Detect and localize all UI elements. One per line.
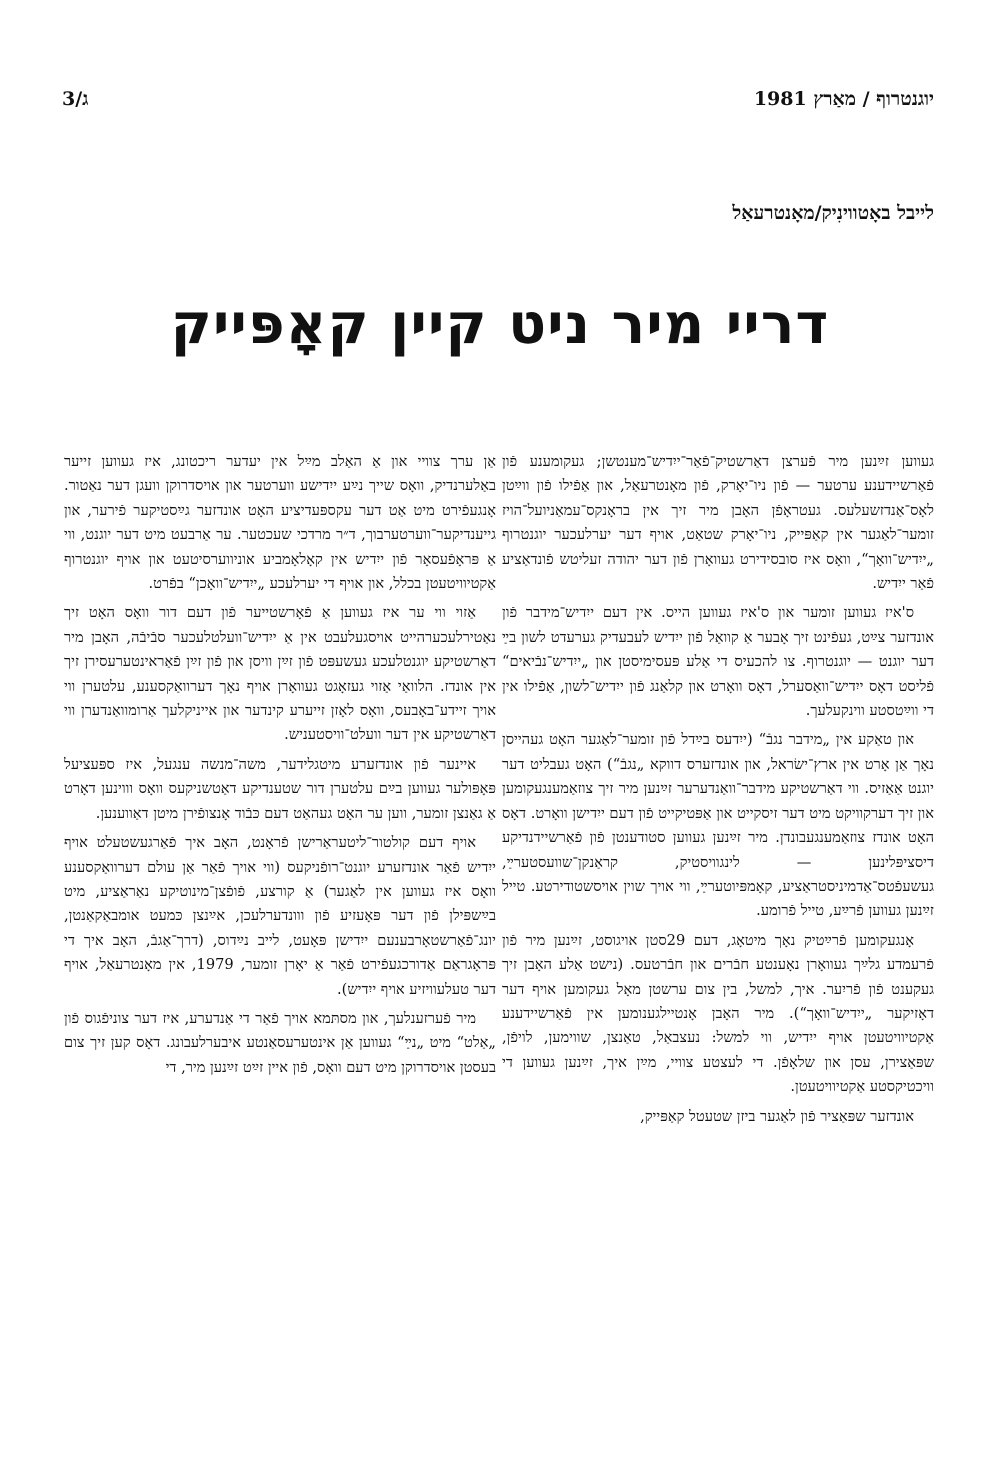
paragraph: אַזוי ווי ער איז געווען אַ פֿאָרשטייער פֿון דעם דור וואָס האָט זיך נאַטירלעכערהייט אויסגעלעבט אין אַ ייִדיש־וועלטלעכער סבֿיבֿה, האָבן מיר דאַרשטיקע יוגנטלעכע געשעפּט פֿון זײַן וויסן און פֿון זײַן פֿאַראינטערעסירן זיך אין אונדז. הלוואַי אַזוי געזאָגט געוואָרן אויף נאָך דערוואַקסענע, עלטערן ווי אויך זיידע־באָבעס, וואָס לאָזן זייערע קינדער און אייניקלעך אַרומוואַנדערן ווי דאַרשטיקע אין דער וועלט־וויסטעניש. — [64, 604, 496, 744]
paragraph: געווען זײַנען מיר פֿערצן דאַרשטיק־פֿאַר־ייִדיש־מענטשן; געקומענע פֿון פֿאַרשיידענע ערטער — פֿון ניו־יאָרק, פֿון מאָנטרעאַל, און אַפֿילו פֿון ווײַטן לאָס־אַנדזשעלעס. געטראָפֿן האָבן מיר זיך אין בראָנקס־עמאַניועל־הויז זומער־לאַגער אין קאַפּייק, ניו־יאָרק שטאַט, אויף דער יערלעכער יוגנטרוף „ייִדיש־וואָך“, וואָס איז סובסידירט געוואָרן פֿון דער יהודה זעליטש פֿונדאַציע פֿאַר ייִדיש. — [502, 453, 934, 593]
column-right — [502, 450, 934, 1134]
paragraph: אָנגעקומען פֿרײַטיק נאָך מיטאָג, דעם 29סטן אויגוסט, זײַנען מיר פֿון פֿרעמדע גלײַך געוואָרן נאָענטע חבֿרים און חבֿרטעס. (נישט אַלע האָבן זיך געקענט פֿון פֿריִער. איך, למשל, בין צום ערשטן מאָל געקומען אויף דער דאָזיקער „ייִדיש־וואָך“). מיר האָבן אָנטיילגענומען אין פֿאַרשיידענע אַקטיוויטעטן אויף ייִדיש, ווי למשל: נעצבאַל, טאַנצן, שווימען, לויפֿן, שפּאַצירן, עסן און שלאָפֿן. די לעצטע צוויי, מײַן איך, זײַנען געווען די וויכטיקסטע אַקטיוויטעטן. — [502, 931, 934, 1096]
paragraph: איינער פֿון אונדזערע מיטגלידער, משה־מנשה ענגעל, איז ספּעציעל פּאָפּולער געווען בײַם עלטערן דור שטענדיקע דאַטשניקעס וואָס וווינען דאָרט אַ גאַנצן זומער, ווען ער האָט געהאַט דעם כּבֿוד אָנצופֿירן מיטן דאַווענען. — [64, 755, 496, 822]
paragraph: אונדזער שפּאַציר פֿון לאַגער ביזן שטעטל קאַפּייק, — [640, 1107, 914, 1125]
paragraph: אַן ערך צוויי און אַ האַלב מײַל אין יעדער ריכטונג, איז געווען זייער באַלערנדיק, וואָס שייך נײַע ייִדישע ווערטער און אויסדרוקן וועגן דער נאַטור. אָנגעפֿירט מיט אַט דער עקספּעדיציע האָט אונדזער גײַסטיקער פֿירער, און גייענדיקער־ווערטערבוך, ד״ר מרדכי שעכטער. ער אַרבעט מיט דער יוגנט, ווי אַ פּראָפֿעסאָר פֿון ייִדיש אין קאָלאָמביע אוניווערסיטעט און אויף יוגנטרוף אַקטיוויטעטן בכלל, און אויף די יערלעכע „ייִדיש־וואָכן“ בפֿרט. — [64, 453, 496, 593]
column-left — [64, 450, 496, 1085]
article-author: לייבל באָטווינִיק/מאָנטרעאַל — [732, 202, 934, 224]
paragraph: ס'איז געווען זומער און ס'איז געווען הייס. אין דעם ייִדיש־מידבר פֿון אונדזער צײַט, געפֿינט זיך אָבער אַ קוואַל פֿון ייִדיש לעבעדיק גערעדט לשון בײַ דער יוגנט — יוגנטרוף. צו להכעיס די אַלע פּעסימיסטן און „ייִדיש־נבֿיאים“ פֿליסט דאָס ייִדיש־וואַסערל, דאָס וואָרט און קלאַנג פֿון ייִדיש־לשון, אַפֿילו אין די ווײַטסטע ווינקעלעך. — [502, 604, 934, 720]
paragraph: און טאַקע אין „מידבר נגבֿ“ (ייִדעס בײַדל פֿון זומער־לאַגער האָט געהייסן נאָך אַן אָרט אין ארץ־ישׂראל, און אונדזערס דווקא „נגבֿ“) האָט געבליט דער יוגנט אַאַזיס. ווי דאַרשטיקע מידבר־וואַנדערער זײַנען מיר זיך צוזאַמענגעקומען און זיך דערקוויקט מיט דער זיסקייט און אַפּטיקייט פֿון דעם ייִדישן וואָרט. דאָס האָט אונדז צוזאַמענגעבונדן. מיר זײַנען געווען סטודענטן פֿון פֿאַרשיידנדיקע דיסציפּלינען — לינגוויסטיק, קראַנקן־שוועסטערײַ, געשעפֿטס־אַדמיניסטראַציע, קאָמפּיוטערײַ, ווי אויך שוין אויסשטודירטע. טייל זײַנען געווען פֿרײַע, טייל פֿרומע. — [502, 731, 934, 920]
article-title: דריי מיר ניט קיין קאָפּייק — [170, 292, 830, 357]
paragraph: אויף דעם קולטור־ליטעראַרישן פֿראָנט, האָב איך פֿאַרגעשטעלט אויף ייִדיש פֿאַר אונדזערע יוגנט־רופֿניקעס (ווי אויך פֿאַר אַן עולם דערוואַקסענע וואָס איז געווען אין לאַגער) אַ קורצע, פֿופֿצן־מינוטיקע נאַראַציע, מיט בײַשפּילן פֿון דער פּאָעזיע פֿון ווונדערלעכן, אײַנצן כּמעט אומבאַקאַנטן, יונג־פֿאַרשטאָרבענעם ייִדישן פּאָעט, לייב נײַדוס, (דרך־אַגבֿ, האָב איך די פּראָגראַם אַדורכגעפֿירט פֿאַר אַ יאָרן זומער, 1979, אין מאָנטרעאַל, אויף דער טעלעוויזיע אויף ייִדיש). — [64, 834, 496, 998]
running-head-journal: יוגנטרוף / מאַרץ 1981 — [753, 88, 934, 110]
paragraph: מיר פֿערזענלעך, און מסתּמא אויך פֿאַר די אַנדערע, איז דער צוניפֿגוס פֿון „אַלט“ מיט „נײַ“ געווען אַן אינטערעסאַנטע איבערלעבונג. דאָס קען זיך צום בעסטן אויסדרוקן מיט דעם וואָס, פֿון איין זײַט זײַנען מיר, די — [64, 1009, 496, 1076]
page-number: ג/3 — [62, 88, 89, 110]
